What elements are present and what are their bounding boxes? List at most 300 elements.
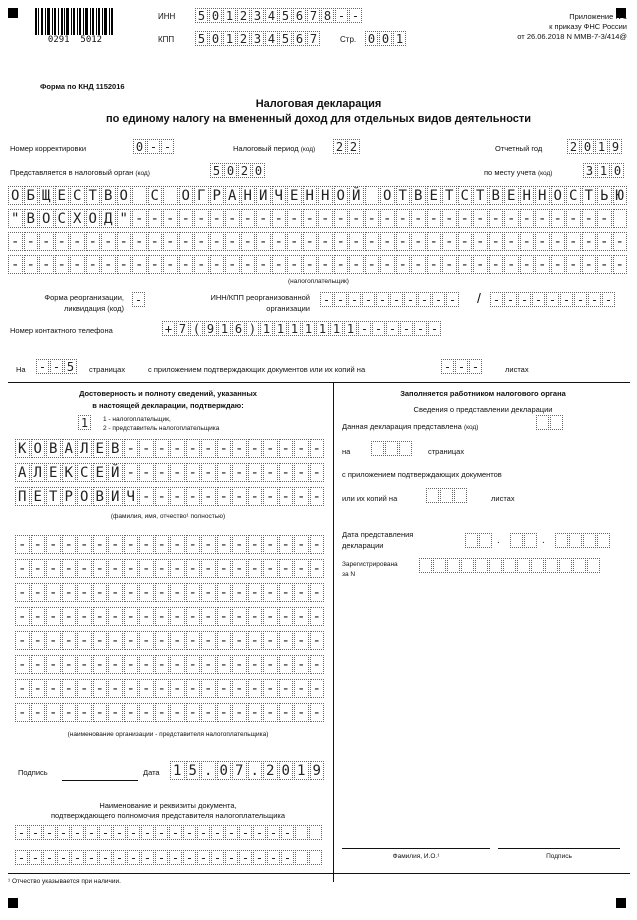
form-cell[interactable]: - — [139, 463, 154, 482]
form-cell[interactable]: - — [43, 850, 56, 865]
form-cell[interactable]: - — [183, 825, 196, 840]
form-cell[interactable]: - — [169, 825, 182, 840]
form-cell[interactable]: - — [15, 679, 30, 698]
form-cell[interactable]: Е — [287, 186, 302, 205]
form-cell[interactable]: . — [201, 761, 216, 780]
form-cell[interactable]: 6 — [293, 31, 306, 46]
form-cell[interactable]: 2 — [237, 8, 250, 23]
form-cell[interactable]: - — [248, 655, 263, 674]
form-cell[interactable] — [559, 558, 572, 573]
form-cell[interactable]: Т — [473, 186, 488, 205]
form-cell[interactable]: - — [201, 655, 216, 674]
form-cell[interactable]: - — [93, 655, 108, 674]
form-cell[interactable]: - — [232, 679, 247, 698]
form-cell[interactable]: - — [186, 679, 201, 698]
form-cell[interactable]: - — [263, 703, 278, 722]
form-cell[interactable]: - — [279, 463, 294, 482]
form-cell[interactable]: - — [217, 439, 232, 458]
form-cell[interactable]: - — [31, 655, 46, 674]
form-cell[interactable]: - — [217, 703, 232, 722]
form-cell[interactable]: - — [86, 232, 101, 251]
form-cell[interactable]: - — [211, 850, 224, 865]
form-cell[interactable]: - — [217, 655, 232, 674]
form-cell[interactable]: - — [294, 679, 309, 698]
form-cell[interactable]: - — [155, 825, 168, 840]
form-cell[interactable]: - — [31, 679, 46, 698]
form-cell[interactable]: Е — [93, 439, 108, 458]
form-cell[interactable]: - — [442, 232, 457, 251]
form-cell[interactable]: - — [310, 583, 325, 602]
form-cell[interactable]: Й — [349, 186, 364, 205]
form-cell[interactable]: 1 — [274, 321, 287, 336]
form-cell[interactable]: - — [303, 209, 318, 228]
form-cell[interactable]: - — [57, 825, 70, 840]
form-cell[interactable]: - — [217, 607, 232, 626]
form-cell[interactable]: - — [217, 463, 232, 482]
form-cell[interactable]: - — [396, 255, 411, 274]
form-cell[interactable]: - — [281, 825, 294, 840]
form-cell[interactable]: - — [15, 559, 30, 578]
form-cell[interactable]: - — [186, 631, 201, 650]
form-cell[interactable]: - — [279, 679, 294, 698]
form-cell[interactable]: 4 — [265, 8, 278, 23]
form-cell[interactable]: Н — [241, 186, 256, 205]
form-cell[interactable]: - — [225, 255, 240, 274]
form-cell[interactable]: - — [279, 607, 294, 626]
form-cell[interactable]: 1 — [170, 761, 185, 780]
form-cell[interactable] — [573, 558, 586, 573]
form-cell[interactable]: - — [334, 209, 349, 228]
form-cell[interactable]: - — [225, 232, 240, 251]
form-cell[interactable]: - — [418, 292, 431, 307]
form-cell[interactable]: О — [551, 186, 566, 205]
form-cell[interactable]: . — [248, 761, 263, 780]
form-cell[interactable]: 9 — [609, 139, 622, 154]
form-cell[interactable]: - — [535, 209, 550, 228]
form-cell[interactable]: - — [155, 679, 170, 698]
form-cell[interactable]: - — [318, 255, 333, 274]
form-cell[interactable]: - — [446, 292, 459, 307]
form-cell[interactable] — [365, 186, 380, 205]
form-cell[interactable]: - — [287, 209, 302, 228]
form-cell[interactable]: 7 — [232, 761, 247, 780]
form-cell[interactable]: - — [141, 850, 154, 865]
form-cell[interactable]: - — [55, 255, 70, 274]
form-cell[interactable]: 1 — [294, 761, 309, 780]
form-cell[interactable]: - — [287, 232, 302, 251]
form-cell[interactable]: - — [441, 359, 454, 374]
form-cell[interactable]: - — [93, 703, 108, 722]
form-cell[interactable]: - — [108, 655, 123, 674]
form-cell[interactable]: 1 — [316, 321, 329, 336]
form-cell[interactable] — [569, 533, 582, 548]
form-cell[interactable]: - — [31, 703, 46, 722]
form-cell[interactable]: - — [320, 292, 333, 307]
form-cell[interactable]: - — [86, 255, 101, 274]
form-cell[interactable]: - — [602, 292, 615, 307]
form-cell[interactable]: - — [170, 607, 185, 626]
form-cell[interactable]: - — [376, 292, 389, 307]
form-cell[interactable]: - — [380, 232, 395, 251]
form-cell[interactable]: - — [163, 209, 178, 228]
form-cell[interactable]: - — [99, 850, 112, 865]
form-cell[interactable]: - — [77, 703, 92, 722]
form-cell[interactable]: - — [155, 607, 170, 626]
form-cell[interactable]: - — [31, 535, 46, 554]
form-cell[interactable]: - — [390, 292, 403, 307]
form-cell[interactable]: К — [15, 439, 30, 458]
form-cell[interactable]: - — [46, 559, 61, 578]
form-cell[interactable]: - — [113, 825, 126, 840]
form-cell[interactable]: - — [473, 255, 488, 274]
form-cell[interactable]: - — [442, 255, 457, 274]
form-cell[interactable]: 5 — [210, 163, 223, 178]
form-cell[interactable]: Г — [194, 186, 209, 205]
form-cell[interactable]: - — [458, 209, 473, 228]
form-cell[interactable]: Е — [46, 463, 61, 482]
form-cell[interactable]: - — [170, 439, 185, 458]
form-cell[interactable]: - — [348, 292, 361, 307]
form-cell[interactable]: И — [256, 186, 271, 205]
form-cell[interactable] — [163, 186, 178, 205]
form-cell[interactable]: - — [93, 631, 108, 650]
form-cell[interactable]: - — [232, 583, 247, 602]
form-cell[interactable]: - — [124, 535, 139, 554]
form-cell[interactable]: - — [201, 679, 216, 698]
form-cell[interactable]: - — [318, 209, 333, 228]
form-cell[interactable]: - — [263, 439, 278, 458]
form-cell[interactable]: - — [232, 631, 247, 650]
form-cell[interactable]: Р — [210, 186, 225, 205]
form-cell[interactable]: - — [170, 655, 185, 674]
form-cell[interactable]: С — [458, 186, 473, 205]
form-cell[interactable]: - — [588, 292, 601, 307]
form-cell[interactable]: - — [217, 535, 232, 554]
form-cell[interactable]: - — [253, 825, 266, 840]
form-cell[interactable]: - — [613, 232, 628, 251]
form-cell[interactable]: - — [263, 463, 278, 482]
form-cell[interactable]: Л — [77, 439, 92, 458]
form-cell[interactable] — [399, 441, 412, 456]
form-cell[interactable]: - — [287, 255, 302, 274]
form-cell[interactable]: 0 — [279, 761, 294, 780]
form-cell[interactable]: - — [194, 232, 209, 251]
form-cell[interactable]: И — [108, 487, 123, 506]
form-cell[interactable]: - — [155, 583, 170, 602]
form-cell[interactable]: - — [155, 535, 170, 554]
form-cell[interactable]: Н — [520, 186, 535, 205]
form-cell[interactable]: Е — [93, 463, 108, 482]
form-cell[interactable]: - — [334, 292, 347, 307]
form-cell[interactable]: - — [77, 535, 92, 554]
form-cell[interactable]: - — [62, 559, 77, 578]
form-cell[interactable]: - — [8, 232, 23, 251]
form-cell[interactable]: - — [349, 255, 364, 274]
form-cell[interactable] — [550, 415, 563, 430]
form-cell[interactable]: - — [414, 321, 427, 336]
form-cell[interactable]: 1 — [344, 321, 357, 336]
form-cell[interactable]: - — [232, 703, 247, 722]
form-cell[interactable]: 5 — [279, 8, 292, 23]
form-cell[interactable]: - — [232, 559, 247, 578]
form-cell[interactable] — [440, 488, 453, 503]
form-cell[interactable]: Т — [582, 186, 597, 205]
form-cell[interactable]: - — [535, 232, 550, 251]
form-cell[interactable]: - — [127, 825, 140, 840]
form-cell[interactable]: - — [29, 850, 42, 865]
form-cell[interactable]: - — [124, 631, 139, 650]
form-cell[interactable]: - — [248, 583, 263, 602]
form-cell[interactable]: ) — [246, 321, 259, 336]
form-cell[interactable]: - — [139, 439, 154, 458]
form-cell[interactable]: - — [248, 679, 263, 698]
form-cell[interactable]: - — [535, 255, 550, 274]
form-cell[interactable]: - — [179, 255, 194, 274]
form-cell[interactable]: 0 — [252, 163, 265, 178]
form-cell[interactable]: - — [272, 255, 287, 274]
form-cell[interactable]: - — [77, 583, 92, 602]
form-cell[interactable]: - — [241, 255, 256, 274]
form-cell[interactable]: - — [170, 487, 185, 506]
form-cell[interactable]: - — [85, 850, 98, 865]
form-cell[interactable]: - — [294, 607, 309, 626]
form-cell[interactable]: - — [279, 655, 294, 674]
form-cell[interactable]: В — [93, 487, 108, 506]
form-cell[interactable]: - — [132, 255, 147, 274]
form-cell[interactable]: - — [46, 703, 61, 722]
form-cell[interactable]: Р — [62, 487, 77, 506]
form-cell[interactable]: - — [263, 679, 278, 698]
form-cell[interactable]: - — [334, 255, 349, 274]
form-cell[interactable] — [479, 533, 492, 548]
form-cell[interactable]: - — [186, 439, 201, 458]
form-cell[interactable]: - — [117, 232, 132, 251]
form-cell[interactable]: - — [520, 209, 535, 228]
form-cell[interactable]: - — [232, 463, 247, 482]
form-cell[interactable]: - — [263, 583, 278, 602]
form-cell[interactable]: В — [24, 209, 39, 228]
form-cell[interactable]: - — [248, 439, 263, 458]
form-cell[interactable]: - — [62, 679, 77, 698]
form-cell[interactable]: - — [15, 655, 30, 674]
form-cell[interactable]: - — [362, 292, 375, 307]
form-cell[interactable] — [475, 558, 488, 573]
form-cell[interactable]: - — [139, 655, 154, 674]
form-cell[interactable]: - — [155, 655, 170, 674]
form-cell[interactable]: - — [62, 631, 77, 650]
form-cell[interactable]: ( — [190, 321, 203, 336]
form-cell[interactable]: - — [597, 232, 612, 251]
form-cell[interactable]: - — [39, 255, 54, 274]
form-cell[interactable]: - — [532, 292, 545, 307]
form-cell[interactable]: 2 — [263, 761, 278, 780]
form-cell[interactable]: - — [310, 655, 325, 674]
form-cell[interactable] — [587, 558, 600, 573]
form-cell[interactable]: - — [380, 255, 395, 274]
form-cell[interactable]: - — [582, 209, 597, 228]
form-cell[interactable]: - — [551, 209, 566, 228]
form-cell[interactable]: - — [194, 255, 209, 274]
form-cell[interactable]: - — [93, 583, 108, 602]
form-cell[interactable]: - — [77, 679, 92, 698]
form-cell[interactable]: О — [31, 439, 46, 458]
form-cell[interactable]: - — [108, 703, 123, 722]
form-cell[interactable]: 1 — [223, 8, 236, 23]
form-cell[interactable]: - — [613, 255, 628, 274]
form-cell[interactable]: - — [411, 232, 426, 251]
form-cell[interactable]: 6 — [293, 8, 306, 23]
form-cell[interactable]: - — [124, 703, 139, 722]
form-cell[interactable]: - — [46, 607, 61, 626]
form-cell[interactable]: Т — [46, 487, 61, 506]
form-cell[interactable]: - — [101, 255, 116, 274]
form-cell[interactable]: - — [77, 607, 92, 626]
form-cell[interactable]: - — [225, 850, 238, 865]
form-cell[interactable]: " — [117, 209, 132, 228]
form-cell[interactable]: - — [186, 655, 201, 674]
form-cell[interactable]: А — [225, 186, 240, 205]
form-cell[interactable]: Б — [24, 186, 39, 205]
form-cell[interactable]: О — [380, 186, 395, 205]
form-cell[interactable]: - — [263, 559, 278, 578]
form-cell[interactable]: - — [396, 209, 411, 228]
form-cell[interactable]: 3 — [251, 8, 264, 23]
form-cell[interactable]: 5 — [186, 761, 201, 780]
form-cell[interactable] — [295, 850, 308, 865]
form-cell[interactable]: - — [163, 255, 178, 274]
form-cell[interactable]: - — [179, 232, 194, 251]
form-cell[interactable]: - — [334, 232, 349, 251]
form-cell[interactable]: - — [349, 8, 362, 23]
form-cell[interactable]: - — [458, 232, 473, 251]
form-cell[interactable]: 7 — [307, 8, 320, 23]
form-cell[interactable]: - — [197, 825, 210, 840]
form-cell[interactable]: 2 — [347, 139, 360, 154]
form-cell[interactable]: - — [155, 439, 170, 458]
form-cell[interactable]: - — [566, 232, 581, 251]
form-cell[interactable]: Т — [396, 186, 411, 205]
form-cell[interactable]: - — [15, 583, 30, 602]
form-cell[interactable]: - — [132, 292, 145, 307]
form-cell[interactable]: 1 — [330, 321, 343, 336]
form-cell[interactable]: Л — [31, 463, 46, 482]
form-cell[interactable]: - — [232, 607, 247, 626]
form-cell[interactable]: - — [210, 255, 225, 274]
form-cell[interactable]: - — [294, 535, 309, 554]
form-cell[interactable]: - — [582, 232, 597, 251]
form-cell[interactable]: Н — [535, 186, 550, 205]
form-cell[interactable] — [613, 209, 628, 228]
form-cell[interactable]: - — [148, 232, 163, 251]
form-cell[interactable]: 4 — [265, 31, 278, 46]
form-cell[interactable]: - — [489, 232, 504, 251]
form-cell[interactable]: - — [101, 232, 116, 251]
form-cell[interactable]: - — [201, 631, 216, 650]
form-cell[interactable]: - — [77, 559, 92, 578]
form-cell[interactable] — [503, 558, 516, 573]
form-cell[interactable]: - — [46, 535, 61, 554]
form-cell[interactable]: - — [310, 607, 325, 626]
form-cell[interactable] — [461, 558, 474, 573]
form-cell[interactable]: В — [108, 439, 123, 458]
form-cell[interactable]: - — [263, 487, 278, 506]
form-cell[interactable]: Ь — [597, 186, 612, 205]
form-cell[interactable]: - — [124, 583, 139, 602]
form-cell[interactable]: - — [427, 209, 442, 228]
form-cell[interactable]: Х — [70, 209, 85, 228]
form-cell[interactable]: 0 — [209, 8, 222, 23]
form-cell[interactable]: - — [179, 209, 194, 228]
form-cell[interactable]: - — [31, 631, 46, 650]
form-cell[interactable]: 2 — [237, 31, 250, 46]
form-cell[interactable]: - — [294, 487, 309, 506]
form-cell[interactable] — [385, 441, 398, 456]
form-cell[interactable] — [489, 558, 502, 573]
form-cell[interactable]: - — [239, 850, 252, 865]
form-cell[interactable]: - — [253, 850, 266, 865]
form-cell[interactable]: - — [46, 631, 61, 650]
form-cell[interactable]: - — [170, 703, 185, 722]
form-cell[interactable]: 6 — [232, 321, 245, 336]
form-cell[interactable]: - — [24, 255, 39, 274]
form-cell[interactable]: - — [217, 559, 232, 578]
form-cell[interactable]: Ч — [272, 186, 287, 205]
form-cell[interactable]: - — [31, 559, 46, 578]
officer-name-line[interactable] — [342, 838, 490, 849]
form-cell[interactable]: - — [148, 255, 163, 274]
form-cell[interactable]: - — [170, 535, 185, 554]
form-cell[interactable]: - — [29, 825, 42, 840]
form-cell[interactable]: - — [551, 232, 566, 251]
form-cell[interactable]: П — [15, 487, 30, 506]
form-cell[interactable]: - — [155, 463, 170, 482]
form-cell[interactable]: - — [147, 139, 160, 154]
form-cell[interactable]: - — [432, 292, 445, 307]
form-cell[interactable]: - — [24, 232, 39, 251]
form-cell[interactable]: - — [139, 583, 154, 602]
form-cell[interactable]: - — [155, 631, 170, 650]
form-cell[interactable]: - — [194, 209, 209, 228]
form-cell[interactable]: - — [124, 559, 139, 578]
form-cell[interactable]: - — [71, 825, 84, 840]
form-cell[interactable]: - — [77, 655, 92, 674]
form-cell[interactable]: - — [71, 850, 84, 865]
form-cell[interactable]: - — [546, 292, 559, 307]
form-cell[interactable]: - — [303, 232, 318, 251]
form-cell[interactable]: - — [201, 559, 216, 578]
form-cell[interactable]: 1 — [223, 31, 236, 46]
form-cell[interactable]: - — [108, 559, 123, 578]
form-cell[interactable]: - — [551, 255, 566, 274]
form-cell[interactable]: Д — [101, 209, 116, 228]
form-cell[interactable]: - — [372, 321, 385, 336]
form-cell[interactable]: Н — [303, 186, 318, 205]
form-cell[interactable] — [132, 186, 147, 205]
form-cell[interactable]: В — [489, 186, 504, 205]
form-cell[interactable]: - — [469, 359, 482, 374]
form-cell[interactable]: 2 — [238, 163, 251, 178]
form-cell[interactable]: - — [186, 703, 201, 722]
form-cell[interactable]: - — [170, 559, 185, 578]
form-cell[interactable]: - — [108, 631, 123, 650]
form-cell[interactable]: - — [139, 703, 154, 722]
form-cell[interactable]: - — [124, 679, 139, 698]
form-cell[interactable]: С — [70, 186, 85, 205]
form-cell[interactable]: С — [566, 186, 581, 205]
form-cell[interactable]: 7 — [307, 31, 320, 46]
form-cell[interactable]: - — [170, 583, 185, 602]
form-cell[interactable]: - — [62, 583, 77, 602]
